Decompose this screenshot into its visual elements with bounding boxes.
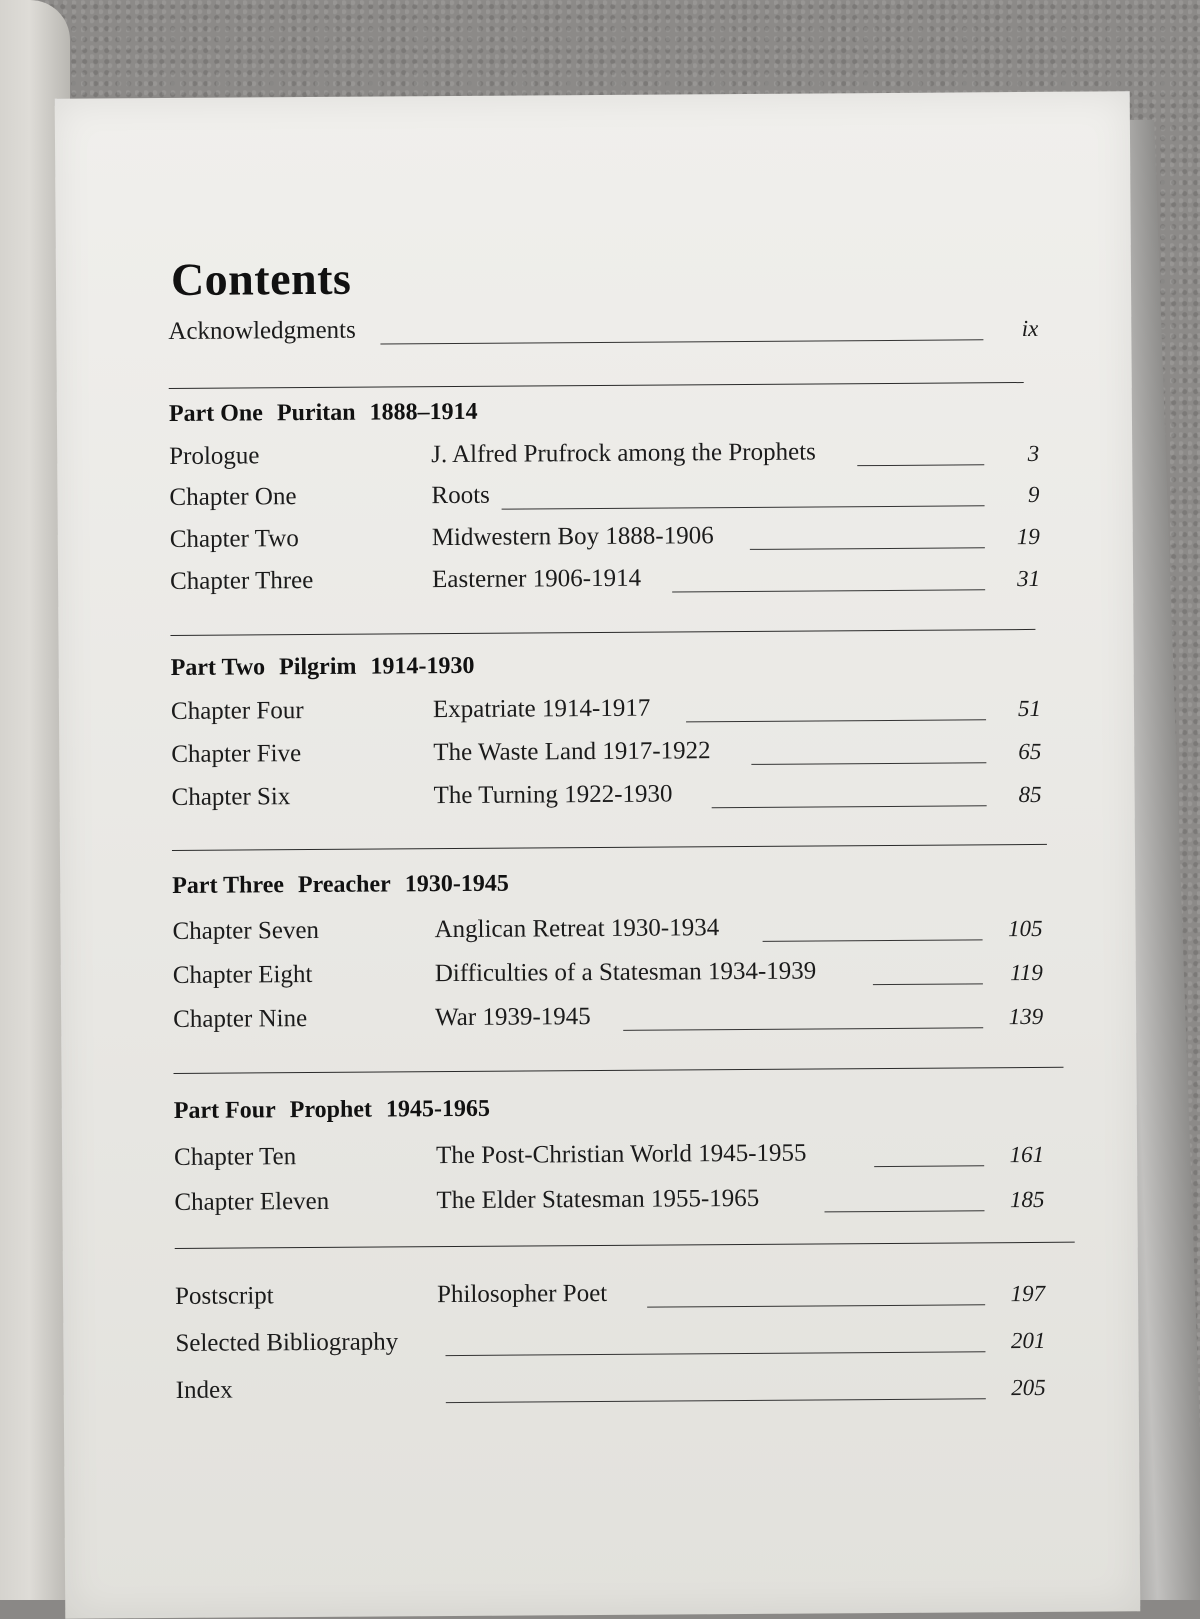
leader-line — [824, 1210, 984, 1212]
entry-title: The Elder Statesman 1955-1965 — [436, 1184, 760, 1215]
toc-entry — [170, 520, 1040, 560]
toc-entry-bibliography — [175, 1324, 1045, 1364]
toc-entry-index — [176, 1371, 1046, 1411]
part-name: Puritan — [276, 399, 356, 427]
entry-label: Chapter Ten — [174, 1143, 297, 1171]
toc-entry — [171, 735, 1041, 775]
entry-title: Expatriate 1914-1917 — [432, 694, 651, 724]
entry-page-number: 139 — [1008, 1003, 1044, 1030]
leader-line — [874, 1165, 984, 1167]
entry-page-number: 19 — [1016, 523, 1040, 550]
toc-entry — [172, 912, 1042, 952]
toc-entry — [173, 1000, 1043, 1040]
entry-title: The Waste Land 1917-1922 — [433, 737, 711, 767]
leader-line — [445, 1351, 985, 1356]
leader-line — [672, 589, 985, 592]
toc-entry-postscript — [175, 1277, 1045, 1317]
leader-line — [873, 983, 983, 985]
toc-entry — [171, 692, 1041, 732]
entry-title: J. Alfred Prufrock among the Prophets — [431, 438, 816, 469]
toc-entry — [174, 1138, 1044, 1178]
entry-page-number: 197 — [1010, 1280, 1046, 1307]
entry-label: Chapter Three — [169, 566, 314, 595]
entry-title: Midwestern Boy 1888-1906 — [431, 522, 714, 552]
entry-label: Selected Bibliography — [175, 1328, 399, 1357]
entry-label: Index — [175, 1376, 233, 1404]
section-divider — [170, 629, 1035, 636]
entry-label: Acknowledgments — [168, 316, 356, 345]
entry-label: Chapter Eleven — [174, 1187, 330, 1216]
part-one-heading — [169, 399, 492, 428]
toc-entry — [173, 956, 1043, 996]
entry-label: Chapter Six — [171, 783, 291, 811]
part-two-heading — [171, 653, 489, 682]
entry-page-number: 31 — [1016, 565, 1041, 592]
leader-line — [751, 762, 986, 765]
leader-line — [623, 1027, 983, 1031]
leader-line — [446, 1398, 986, 1403]
leader-line — [686, 719, 986, 722]
section-divider — [174, 1067, 1064, 1074]
part-number: Part One — [168, 400, 263, 427]
part-number: Part Three — [172, 872, 285, 899]
entry-page-number: ix — [1021, 315, 1039, 342]
entry-label: Chapter Four — [170, 697, 304, 725]
leader-line — [502, 505, 985, 509]
entry-page-number: 105 — [1007, 915, 1043, 942]
entry-label: Postscript — [174, 1282, 274, 1310]
entry-page-number: 65 — [1018, 738, 1042, 765]
entry-label: Chapter Eight — [172, 960, 313, 989]
entry-title: Philosopher Poet — [436, 1279, 608, 1309]
part-number: Part Two — [170, 654, 266, 681]
toc-entry — [174, 1183, 1044, 1223]
toc-entry-acknowledgments — [168, 312, 1038, 352]
entry-label: Chapter Seven — [172, 916, 320, 945]
leader-line — [857, 464, 984, 466]
toc-entry — [169, 478, 1039, 518]
toc-entry — [169, 437, 1039, 477]
entry-label: Chapter Five — [171, 740, 302, 768]
part-number: Part Four — [173, 1097, 276, 1124]
entry-page-number: 205 — [1011, 1374, 1046, 1401]
entry-title: The Post-Christian World 1945-1955 — [436, 1139, 807, 1170]
page-title: Contents — [170, 252, 352, 305]
entry-page-number: 201 — [1010, 1327, 1046, 1354]
entry-title: Anglican Retreat 1930-1934 — [434, 914, 720, 944]
entry-page-number: 51 — [1017, 695, 1042, 722]
toc-entry — [171, 778, 1041, 818]
entry-label: Chapter Nine — [173, 1005, 308, 1033]
entry-page-number: 85 — [1018, 781, 1042, 808]
entry-label: Chapter Two — [169, 525, 299, 553]
entry-page-number: 161 — [1009, 1141, 1045, 1168]
entry-label: Prologue — [169, 442, 260, 470]
leader-line — [750, 547, 985, 550]
entry-page-number: 119 — [1009, 959, 1043, 986]
part-years: 1945-1965 — [385, 1095, 491, 1123]
entry-title: Difficulties of a Statesman 1934-1939 — [434, 957, 817, 988]
part-four-heading — [174, 1096, 504, 1125]
part-name: Prophet — [289, 1096, 373, 1124]
entry-title: The Turning 1922-1930 — [433, 780, 673, 810]
section-divider — [175, 1242, 1075, 1249]
entry-title: War 1939-1945 — [435, 1003, 591, 1032]
leader-line — [712, 805, 987, 808]
section-divider — [172, 844, 1047, 851]
part-years: 1930-1945 — [404, 870, 509, 898]
entry-page-number: 3 — [1027, 440, 1040, 466]
entry-page-number: 185 — [1009, 1186, 1045, 1213]
part-years: 1888–1914 — [369, 398, 478, 426]
section-divider — [169, 382, 1024, 389]
part-name: Pilgrim — [279, 653, 357, 681]
part-three-heading — [172, 871, 523, 900]
leader-line — [763, 939, 983, 942]
entry-title: Roots — [431, 481, 490, 510]
toc-entry — [170, 562, 1040, 602]
leader-line — [380, 339, 983, 344]
part-years: 1914-1930 — [370, 652, 475, 680]
leader-line — [647, 1304, 985, 1307]
entry-page-number: 9 — [1027, 481, 1040, 507]
contents-page — [55, 91, 1141, 1618]
part-name: Preacher — [297, 871, 391, 899]
entry-label: Chapter One — [169, 483, 297, 511]
entry-title: Easterner 1906-1914 — [431, 564, 642, 594]
